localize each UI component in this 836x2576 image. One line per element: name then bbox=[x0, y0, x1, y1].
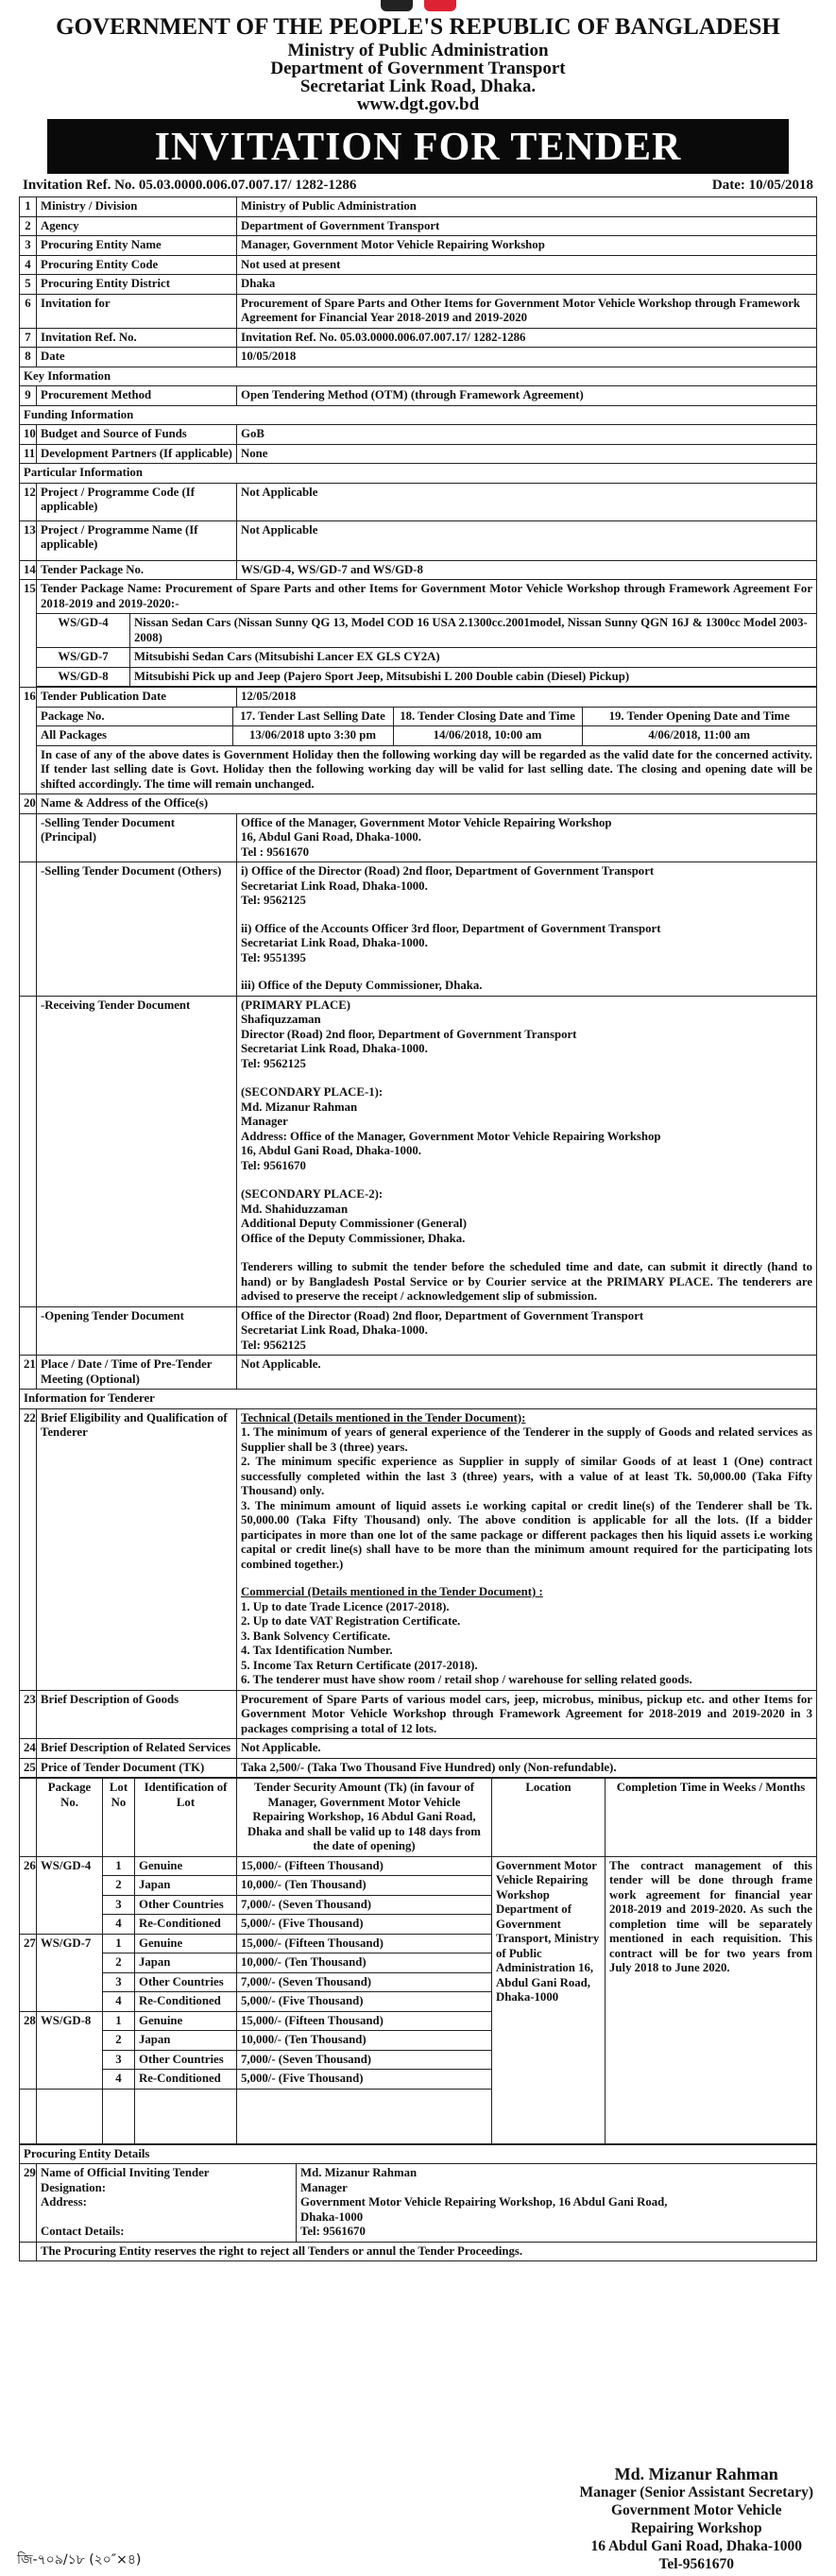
lot-row: 3 Other Countries 7,000/- (Seven Thousand) bbox=[20, 1895, 817, 1915]
ministry-name: Ministry of Public Administration bbox=[287, 41, 549, 60]
row-12: 12 Project / Programme Code (If applicable) Not Applicable bbox=[20, 483, 817, 520]
lot-location: Government Motor Vehicle Repairing Workshop Department of Government Transport, Ministry of Public Administration 16, Abdul Gani Road, Dhaka-1000 bbox=[492, 1856, 606, 2143]
row-11: 11 Development Partners (If applicable) None bbox=[20, 444, 817, 464]
row-9: 9 Procurement Method Open Tendering Method (OTM) (through Framework Agreement) bbox=[20, 386, 817, 406]
row-14: 14 Tender Package No. WS/GD-4, WS/GD-7 and WS/GD-8 bbox=[20, 560, 817, 580]
row-5: 5 Procuring Entity District Dhaka bbox=[20, 275, 817, 295]
row-20-sell-principal: -Selling Tender Document (Principal) Office of the Manager, Government Motor Vehicle Repairing Workshop 16, Abdul Gani Road, Dhaka-1000. Tel : 9561670 bbox=[20, 813, 817, 862]
row-29: 29 Name of Official Inviting Tender Designation: Address: Contact Details: Md. Mizanur Rahman Manager Government Motor Vehicle Repairing Workshop, 16 Abdul Gani Road, Dhaka-1000 Tel: 9561670 bbox=[20, 2164, 817, 2243]
row-16: 16 Tender Publication Date 12/05/2018 bbox=[20, 688, 817, 708]
department-name: Department of Government Transport bbox=[270, 59, 566, 78]
row-8: 8 Date 10/05/2018 bbox=[20, 348, 817, 367]
procuring-table bbox=[19, 2144, 817, 2262]
row-16-dates-values bbox=[20, 726, 817, 746]
signatory-title: Manager (Senior Assistant Secretary) bbox=[579, 2484, 813, 2500]
lot-row: 4 Re-Conditioned 5,000/- (Five Thousand) bbox=[20, 1992, 817, 2012]
signatory-address: 16 Abdul Gani Road, Dhaka-1000 bbox=[590, 2538, 802, 2554]
invitation-date: Date: 10/05/2018 bbox=[711, 178, 813, 193]
address-line: Secretariat Link Road, Dhaka. bbox=[299, 77, 537, 96]
row-20-sell-others: -Selling Tender Document (Others) i) Office of the Director (Road) 2nd floor, Department of Government Transport Secretariat Link Road, Dhaka-1000. Tel: 9562125 ii) Office of the Accounts Officer 3rd floor, Department of Government Transport Secretariat Link Road, Dhaka-1000. Tel: 9551395 iii) Office of the Deputy Commissioner, Dhaka. bbox=[20, 862, 817, 997]
govt-title: GOVERNMENT OF THE PEOPLE'S REPUBLIC OF BANGLADESH bbox=[56, 14, 780, 40]
lot-completion: The contract management of this tender will be done through frame work agreement for financial year 2018-2019 and 2019-2020. As such the completion time will be separately mentioned in each requisition. This contract will be for two years from July 2018 to June 2020. bbox=[606, 1856, 817, 2143]
signatory-office-2: Repairing Workshop bbox=[630, 2520, 762, 2536]
lot-row: 3 Other Countries 7,000/- (Seven Thousand) bbox=[20, 2050, 817, 2070]
package-item: WS/GD-8 Mitsubishi Pick up and Jeep (Pajero Sport Jeep, Mitsubishi L 200 Double cabin (Diesel) Pickup) bbox=[37, 667, 816, 687]
lots-header: Package No. Lot No Identification of Lot Tender Security Amount (Tk) (in favour of Manager, Government Motor Vehicle Repairing Workshop, 16 Abdul Gani Road, Dhaka and shall be valid up to 148 days from the date of opening) Location Completion Time in Weeks / Months bbox=[20, 1779, 817, 1857]
row-20: 20 Name & Address of the Office(s) bbox=[20, 794, 817, 814]
section-procuring: Procuring Entity Details bbox=[20, 2144, 817, 2164]
section-funding: Funding Information bbox=[20, 405, 817, 425]
ref-line bbox=[23, 178, 813, 194]
signatory-office: Government Motor Vehicle bbox=[610, 2502, 782, 2518]
row-13: 13 Project / Programme Name (If applicable) Not Applicable bbox=[20, 520, 817, 560]
row-2: 2 Agency Department of Government Transport bbox=[20, 216, 817, 236]
lot-row: 2 Japan 10,000/- (Ten Thousand) bbox=[20, 2031, 817, 2051]
signatory-tel: Tel-9561670 bbox=[658, 2556, 734, 2572]
page-title: INVITATION FOR TENDER bbox=[47, 119, 789, 174]
row-22: 22 Brief Eligibility and Qualification of Tenderer Technical (Details mentioned in the Tender Document): 1. The minimum of years of general experience of the Tenderer in the supply of Goods and related services as Supplier shall be 3 (three) years. 2. The minimum specific experience as Supplier in supply of similar Goods of at least 1 (One) contract successfully completed within the last 3 (three) years, with a value of at least Tk. 50,000.00 (Taka Fifty Thousand) only. 3. The minimum amount of liquid assets i.e working capital or credit line(s) of the Tenderer shall be Tk. 50,000.00 (Taka Fifty Thousand) only. The above condition is applicable for all the lots. (If a bidder participates in more than one lot of the same package or different packages then his liquid assets i.e working capital or credit line(s) shall have to be more than the minimum amount required for the participating lots combined together.) Commercial (Details mentioned in the Tender Document) : 1. Up to date Trade Licence (2017-2018). 2. Up to date VAT Registration Certificate. 3. Bank Solvency Certificate. 4. Tax Identification Number. 5. Income Tax Return Certificate (2017-2018). 6. The tenderer must have show room / retail shop / warehouse for selling related goods. bbox=[20, 1408, 817, 1690]
package-item: WS/GD-4 Nissan Sedan Cars (Nissan Sunny QG 13, Model COD 16 USA 2.1300cc.2001model, Nissan Sunny QGN 16J & 1300cc Model 2003-2008) bbox=[37, 614, 816, 648]
lot-row: 26 WS/GD-4 1 Genuine 15,000/- (Fifteen Thousand) Government Motor Vehicle Repairing Workshop Department of Government Transport, Ministry of Public Administration 16, Abdul Gani Road, Dhaka-1000 The contract management of this tender will be done through frame work agreement for financial year 2018-2019 and 2019-2020. As such the completion time will be separately mentioned in each requisition. This contract will be for two years from July 2018 to June 2020. bbox=[20, 1856, 817, 1876]
row-20-opening: -Opening Tender Document Office of the Director (Road) 2nd floor, Department of Government Transport Secretariat Link Road, Dhaka-1000. Tel: 9562125 bbox=[20, 1306, 817, 1356]
top-logo-mark bbox=[19, 0, 817, 13]
row-3: 3 Procuring Entity Name Manager, Government Motor Vehicle Repairing Workshop bbox=[20, 236, 817, 256]
signatory-name: Md. Mizanur Rahman bbox=[614, 2465, 778, 2483]
section-particular: Particular Information bbox=[20, 464, 817, 484]
footer-note: The Procuring Entity reserves the right to reject all Tenders or annul the Tender Proceedings. bbox=[20, 2242, 817, 2261]
lot-row: 4 Re-Conditioned 5,000/- (Five Thousand) bbox=[20, 2070, 817, 2090]
row-21: 21 Place / Date / Time of Pre-Tender Meeting (Optional) Not Applicable. bbox=[20, 1356, 817, 1390]
package-name-text: Tender Package Name: Procurement of Spare Parts and other Items for Government Motor Vehicle Workshop through Framework Agreement For 2018-2019 and 2019-2020:- bbox=[41, 582, 812, 610]
row-15: 15 Tender Package Name: Procurement of Spare Parts and other Items for Government Motor Vehicle Workshop through Framework Agreement For 2018-2019 and 2019-2020:- WS/GD-4 Nissan Sedan Cars (Nissan Sunny QG 13, Model COD 16 USA 2.1300cc.2001model, Nissan Sunny QGN 16J & 1300cc Model 2003-2008) WS/GD-7 Mitsubishi Sedan Cars (Mitsubishi Lancer EX GLS CY2A) WS/GD-8 Mitsubishi Pick up and Jeep (Pajero Sport Jeep, Mitsubishi L 200 Double cabin (Diesel) Pickup) bbox=[20, 580, 817, 688]
row-4: 4 Procuring Entity Code Not used at present bbox=[20, 255, 817, 275]
lot-row: 2 Japan 10,000/- (Ten Thousand) bbox=[20, 1876, 817, 1896]
row-20-receiving: -Receiving Tender Document (PRIMARY PLACE) Shafiquzzaman Director (Road) 2nd floor, Department of Government Transport Secretariat Link Road, Dhaka-1000. Tel: 9562125 (SECONDARY PLACE-1): Md. Mizanur Rahman Manager Address: Office of the Manager, Government Motor Vehicle Repairing Workshop 16, Abdul Gani Road, Dhaka-1000. Tel: 9561670 (SECONDARY PLACE-2): Md. Shahiduzzaman Additional Deputy Commissioner (General) Office of the Deputy Commissioner, Dhaka. Tenderers willing to submit the tender before the scheduled time and date, can submit it directly (hand to hand) or by Bangladesh Postal Service or by Courier service at the PRIMARY PLACE. The tenderers are advised to preserve the receipt / acknowledgement slip of submission. bbox=[20, 996, 817, 1306]
row-10: 10 Budget and Source of Funds GoB bbox=[20, 425, 817, 445]
section-key: Key Information bbox=[20, 367, 817, 386]
lot-row: 3 Other Countries 7,000/- (Seven Thousand) bbox=[20, 1972, 817, 1992]
row-16-note: In case of any of the above dates is Government Holiday then the following working day will be regarded as the valid date for the concerned activity. If tender last selling date is Govt. Holiday then the following working day will be valid for last selling date. The closing and opening date will be shifted accordingly. The time will remain unchanged. bbox=[20, 745, 817, 794]
lots-table bbox=[19, 1778, 817, 2144]
tender-notice bbox=[19, 0, 817, 2261]
lot-row: 4 Re-Conditioned 5,000/- (Five Thousand) bbox=[20, 1915, 817, 1935]
dates-table: Package No. 17. Tender Last Selling Date 18. Tender Closing Date and Time 19. Tender Opening Date and Time bbox=[37, 708, 816, 726]
row-16-dates-head bbox=[20, 707, 817, 726]
dates-values: All Packages 13/06/2018 upto 3:30 pm 14/06/2018, 10:00 am 4/06/2018, 11:00 am bbox=[37, 726, 816, 745]
section-tenderer: Information for Tenderer bbox=[20, 1390, 817, 1409]
website-link[interactable]: www.dgt.gov.bd bbox=[356, 94, 480, 114]
signature-block bbox=[579, 2465, 813, 2573]
package-item: WS/GD-7 Mitsubishi Sedan Cars (Mitsubishi Lancer EX GLS CY2A) bbox=[37, 648, 816, 668]
row-7: 7 Invitation Ref. No. Invitation Ref. No. 05.03.0000.006.07.007.17/ 1282-1286 bbox=[20, 328, 817, 348]
lot-row: 2 Japan 10,000/- (Ten Thousand) bbox=[20, 1953, 817, 1973]
package-list bbox=[37, 613, 816, 687]
header bbox=[19, 13, 817, 113]
tender-table bbox=[19, 196, 817, 1778]
row-24: 24 Brief Description of Related Services Not Applicable. bbox=[20, 1739, 817, 1759]
row-23: 23 Brief Description of Goods Procurement of Spare Parts of various model cars, jeep, microbus, minibus, pickup etc. and other Items for Government Motor Vehicle Workshop through Framework Agreement for 2018-2019 and 2019-2020 in 3 packages comprising a total of 12 lots. bbox=[20, 1690, 817, 1739]
row-6: 6 Invitation for Procurement of Spare Parts and Other Items for Government Motor Vehicle Workshop through Framework Agreement for Financial Year 2018-2019 and 2019-2020 bbox=[20, 294, 817, 328]
govt-ad-code: জি-৭০৯/১৮ (২০″×৪) bbox=[17, 2552, 142, 2567]
row-25: 25 Price of Tender Document (TK) Taka 2,500/- (Taka Two Thousand Five Hundred) only (Non-refundable). bbox=[20, 1758, 817, 1778]
lot-row: 27 WS/GD-7 1 Genuine 15,000/- (Fifteen Thousand) bbox=[20, 1934, 817, 1953]
lot-row: 28 WS/GD-8 1 Genuine 15,000/- (Fifteen Thousand) bbox=[20, 2011, 817, 2031]
row-1: 1 Ministry / Division Ministry of Public Administration bbox=[20, 197, 817, 217]
invitation-ref: Invitation Ref. No. 05.03.0000.006.07.007.17/ 1282-1286 bbox=[23, 178, 357, 193]
